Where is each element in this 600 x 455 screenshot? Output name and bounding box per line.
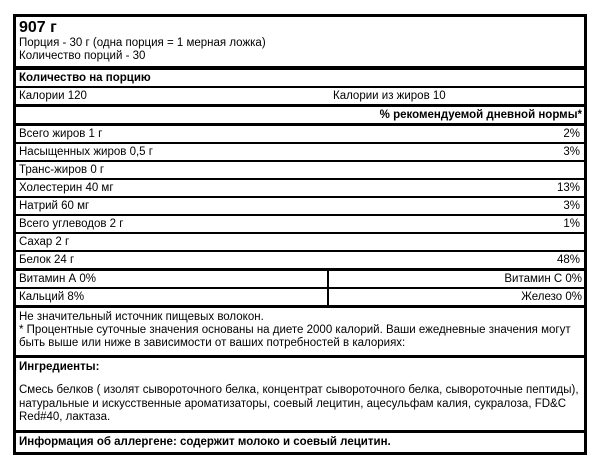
ingredients-text: Смесь белков ( изолят сывороточного белка, концентрат сывороточного белка, сывороточные пептиды), натуральные и искусственные ароматизаторы, соевый лецитин, ацесульфам калия, сукралоза, FD&C Red#40, лактаза. xyxy=(19,384,579,424)
vitamin-row-calcium-iron xyxy=(16,289,584,308)
calcium-value: Кальций 8% xyxy=(19,291,85,303)
ingredients-section xyxy=(16,358,584,433)
nutrition-facts-label xyxy=(13,14,587,455)
nutrient-row-total-carbs xyxy=(16,216,584,234)
ingredients-title: Ингредиенты: xyxy=(19,360,100,373)
nutrient-label: Насыщенных жиров 0,5 г xyxy=(19,146,153,158)
nutrient-row-trans-fat xyxy=(16,162,584,180)
amount-per-serving-label: Количество на порцию xyxy=(19,72,151,84)
nutrient-label: Белок 24 г xyxy=(19,254,75,266)
nutrient-row-total-fat xyxy=(16,126,584,144)
calories-from-fat-value: Калории из жиров 10 xyxy=(333,90,446,102)
vitamin-a-value: Витамин А 0% xyxy=(19,273,96,285)
nutrient-row-protein xyxy=(16,252,584,271)
nutrient-dv: 3% xyxy=(563,146,580,158)
allergen-info-row: Информация об аллергене: содержит молоко и соевый лецитин. xyxy=(19,435,391,448)
footnote-section xyxy=(16,308,584,358)
calories-row xyxy=(16,88,584,107)
daily-value-header: % рекомендуемой дневной нормы* xyxy=(16,107,584,126)
vitamin-row-a-c xyxy=(16,271,584,289)
nutrient-dv: 3% xyxy=(563,200,580,212)
serving-size-line: Порция - 30 г (одна порция = 1 мерная ложка) xyxy=(19,37,266,49)
vitamin-c-value: Витамин С 0% xyxy=(327,271,584,287)
daily-value-disclaimer: * Процентные суточные значения основаны на диете 2000 калорий. Ваши ежедневные значения могут быть выше или ниже в зависимости от ваших потребностей в калориях: xyxy=(19,324,571,350)
nutrient-row-sodium xyxy=(16,198,584,216)
nutrient-row-cholesterol xyxy=(16,180,584,198)
nutrient-row-sugar xyxy=(16,234,584,252)
iron-value: Железо 0% xyxy=(327,289,584,305)
nutrient-label: Всего жиров 1 г xyxy=(19,128,103,140)
fiber-note: Не значительный источник пищевых волокон. xyxy=(19,311,264,323)
nutrient-label: Натрий 60 мг xyxy=(19,200,90,212)
calories-value: Калории 120 xyxy=(19,90,87,102)
label-header xyxy=(16,17,584,70)
nutrient-label: Всего углеводов 2 г xyxy=(19,218,124,230)
nutrient-dv: 2% xyxy=(563,128,580,140)
amount-per-serving-row xyxy=(16,70,584,88)
nutrient-label: Сахар 2 г xyxy=(19,236,70,248)
nutrient-dv: 13% xyxy=(556,182,580,194)
nutrient-dv: 1% xyxy=(563,218,580,230)
nutrient-dv: 48% xyxy=(556,254,580,266)
nutrient-row-saturated-fat xyxy=(16,144,584,162)
nutrient-label: Холестерин 40 мг xyxy=(19,182,114,194)
net-weight: 907 г xyxy=(19,19,57,36)
servings-per-container-line: Количество порций - 30 xyxy=(19,50,146,62)
nutrient-label: Транс-жиров 0 г xyxy=(19,164,105,176)
